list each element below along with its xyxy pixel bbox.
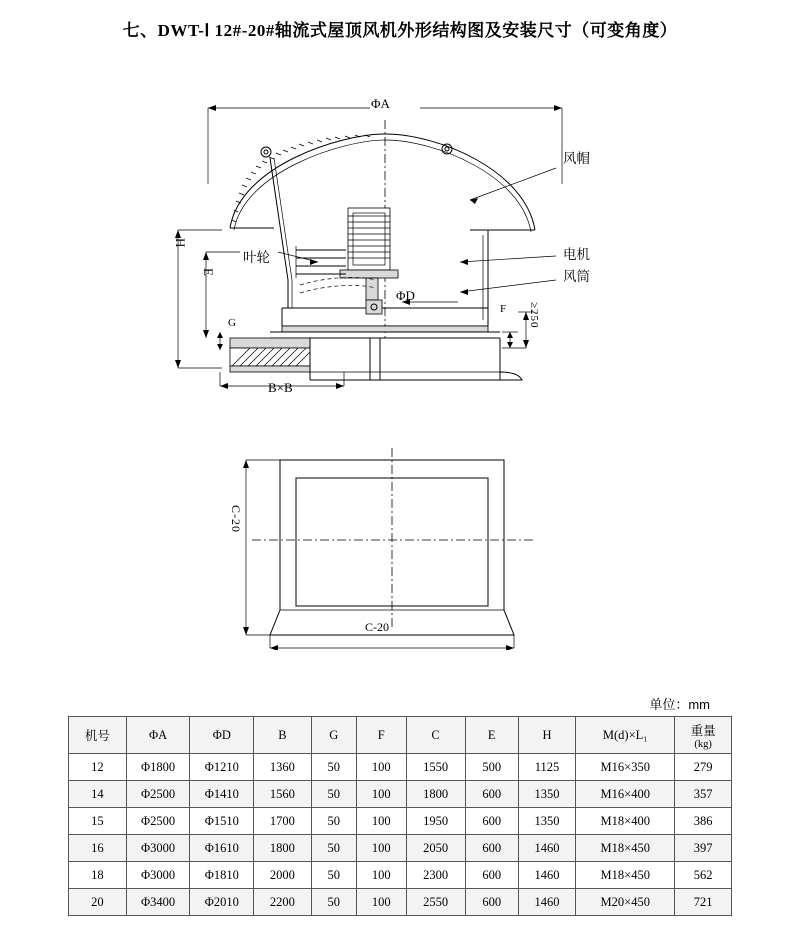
dimension-label-c20-vertical: C-20 [229, 505, 243, 533]
cell-f: 100 [356, 754, 406, 781]
dimension-label-phi-d: ΦD [396, 288, 415, 303]
cell-h: 1460 [518, 889, 575, 916]
col-weight [675, 717, 732, 754]
dimension-label-h: H [173, 238, 188, 249]
cell-g: 50 [311, 835, 356, 862]
cell-phi-d: Φ1510 [190, 808, 254, 835]
col-weight-line2: (kg) [694, 738, 712, 750]
cell-c: 2300 [406, 862, 465, 889]
dimension-label-g: G [228, 317, 236, 329]
cell-phi-a: Φ2500 [126, 781, 190, 808]
col-g: G [311, 717, 356, 754]
cell-c: 2550 [406, 889, 465, 916]
cell-model: 14 [69, 781, 127, 808]
cell-b: 1700 [254, 808, 311, 835]
col-h: H [518, 717, 575, 754]
cell-b: 1560 [254, 781, 311, 808]
dimension-label-bxb: B×B [268, 380, 293, 395]
table-header-row [69, 717, 732, 754]
cell-bolt: M18×400 [576, 808, 675, 835]
cell-e: 600 [465, 808, 518, 835]
dimension-label-e: E [201, 268, 216, 277]
col-b: B [254, 717, 311, 754]
table-row [69, 889, 732, 916]
cell-bolt: M16×350 [576, 754, 675, 781]
cell-phi-a: Φ1800 [126, 754, 190, 781]
cell-phi-d: Φ1410 [190, 781, 254, 808]
cell-bolt: M18×450 [576, 835, 675, 862]
cell-f: 100 [356, 862, 406, 889]
cell-model: 18 [69, 862, 127, 889]
cell-model: 20 [69, 889, 127, 916]
dimension-label-f: F [500, 303, 507, 315]
table-row [69, 835, 732, 862]
dimension-label-min-250: ≥250 [528, 302, 540, 329]
cell-e: 500 [465, 754, 518, 781]
cell-phi-d: Φ2010 [190, 889, 254, 916]
cell-model: 15 [69, 808, 127, 835]
cell-model: 16 [69, 835, 127, 862]
unit-note: 单位：mm [649, 697, 710, 712]
table-row [69, 808, 732, 835]
cell-phi-d: Φ1610 [190, 835, 254, 862]
cell-c: 2050 [406, 835, 465, 862]
callout-hood: 风帽 [563, 151, 590, 166]
cell-weight: 721 [675, 889, 732, 916]
cell-h: 1350 [518, 781, 575, 808]
cell-phi-d: Φ1210 [190, 754, 254, 781]
table-row [69, 781, 732, 808]
cell-g: 50 [311, 808, 356, 835]
cell-phi-a: Φ3000 [126, 862, 190, 889]
table-row [69, 754, 732, 781]
cell-c: 1950 [406, 808, 465, 835]
col-bolt: M(d)×L₁ [576, 717, 675, 754]
cell-b: 2000 [254, 862, 311, 889]
cell-b: 1800 [254, 835, 311, 862]
cell-h: 1460 [518, 862, 575, 889]
cell-g: 50 [311, 781, 356, 808]
dimension-label-phi-a: ΦA [371, 96, 390, 111]
cell-e: 600 [465, 889, 518, 916]
cell-weight: 279 [675, 754, 732, 781]
cell-f: 100 [356, 808, 406, 835]
col-c: C [406, 717, 465, 754]
cell-bolt: M16×400 [576, 781, 675, 808]
cell-bolt: M20×450 [576, 889, 675, 916]
col-f: F [356, 717, 406, 754]
dimension-label-c20-horizontal: C-20 [365, 620, 389, 634]
cell-e: 600 [465, 781, 518, 808]
cell-weight: 397 [675, 835, 732, 862]
col-phi-a: ΦA [126, 717, 190, 754]
cell-phi-a: Φ2500 [126, 808, 190, 835]
callout-duct: 风筒 [563, 269, 590, 284]
cell-e: 600 [465, 862, 518, 889]
cell-g: 50 [311, 862, 356, 889]
col-e: E [465, 717, 518, 754]
table-row [69, 862, 732, 889]
specification-table [68, 716, 732, 916]
cell-g: 50 [311, 754, 356, 781]
cell-b: 1360 [254, 754, 311, 781]
cell-h: 1350 [518, 808, 575, 835]
specification-table-wrap [68, 716, 732, 916]
cell-c: 1550 [406, 754, 465, 781]
cell-phi-a: Φ3400 [126, 889, 190, 916]
cell-e: 600 [465, 835, 518, 862]
cell-c: 1800 [406, 781, 465, 808]
col-weight-line1: 重量 [690, 723, 716, 738]
base-plan-drawing [228, 440, 548, 650]
cell-phi-d: Φ1810 [190, 862, 254, 889]
cell-phi-a: Φ3000 [126, 835, 190, 862]
cell-h: 1125 [518, 754, 575, 781]
cell-h: 1460 [518, 835, 575, 862]
cell-g: 50 [311, 889, 356, 916]
cell-bolt: M18×450 [576, 862, 675, 889]
cell-model: 12 [69, 754, 127, 781]
cell-f: 100 [356, 781, 406, 808]
callout-motor: 电机 [563, 247, 590, 262]
cell-weight: 357 [675, 781, 732, 808]
col-model: 机号 [69, 717, 127, 754]
cell-f: 100 [356, 835, 406, 862]
callout-impeller: 叶轮 [243, 250, 270, 265]
cell-weight: 562 [675, 862, 732, 889]
cell-weight: 386 [675, 808, 732, 835]
col-phi-d: ΦD [190, 717, 254, 754]
cell-b: 2200 [254, 889, 311, 916]
table-body [69, 754, 732, 916]
page-title: 七、DWT-Ⅰ 12#-20#轴流式屋顶风机外形结构图及安装尺寸（可变角度） [122, 21, 678, 40]
cell-f: 100 [356, 889, 406, 916]
